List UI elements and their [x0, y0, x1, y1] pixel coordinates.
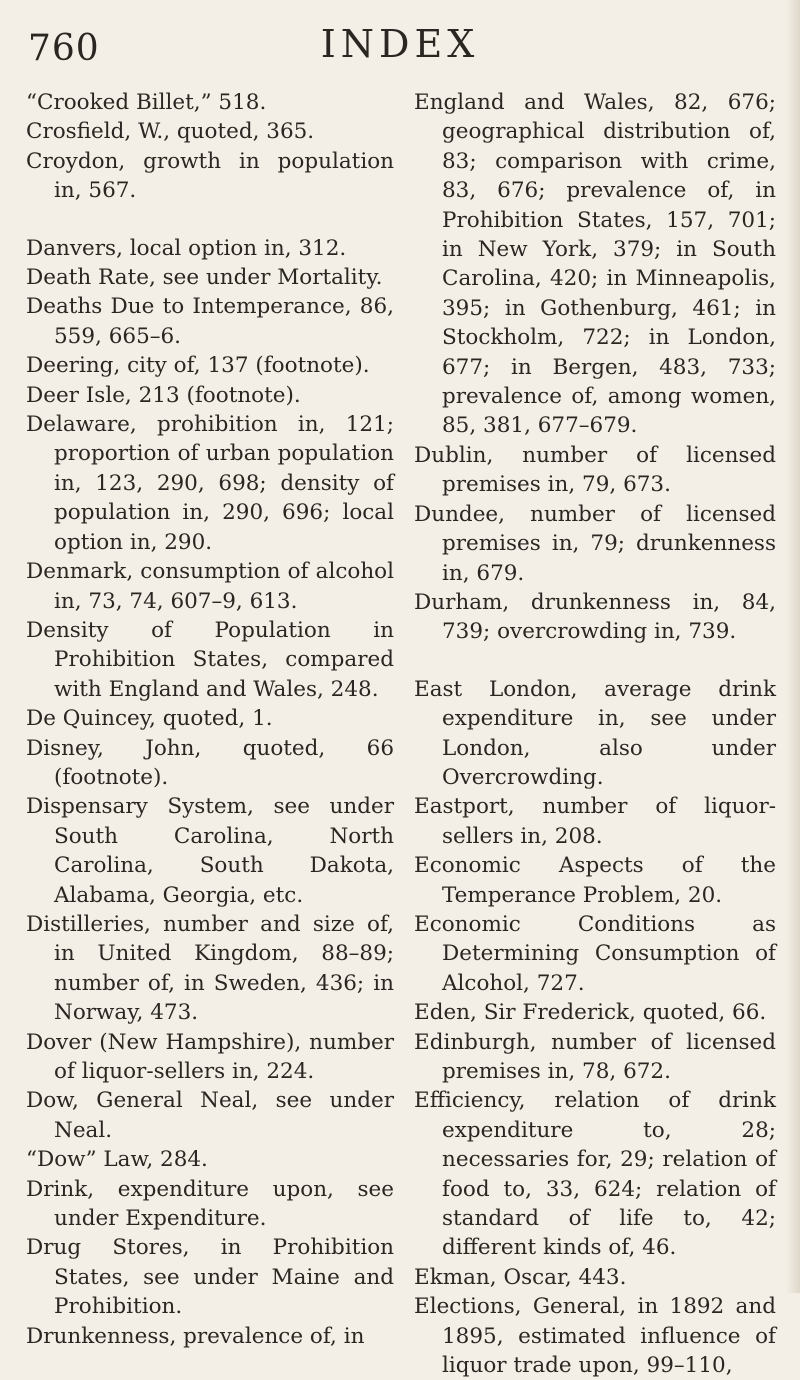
index-column-left — [26, 88, 394, 1351]
page-number: 760 — [28, 28, 100, 69]
index-entry: Disney, John, quoted, 66 (footnote). — [26, 735, 394, 790]
index-entry: Economic Conditions as Determining Consumption of Alcohol, 727. — [414, 911, 776, 996]
index-entry: “Dow” Law, 284. — [26, 1147, 208, 1173]
index-entry: Drink, expenditure upon, see under Expenditure. — [26, 1176, 394, 1232]
index-entry: Ekman, Oscar, 443. — [414, 1264, 627, 1290]
index-entry: Durham, drunkenness in, 84, 739; overcrowding in, 739. — [414, 589, 776, 645]
index-entry: Economic Aspects of the Temperance Problem, 20. — [414, 853, 776, 908]
page-header — [0, 22, 800, 72]
index-entry: Drug Stores, in Prohibition States, see under Maine and Prohibition. — [26, 1235, 394, 1320]
index-entry: East London, average drink expenditure in, see under London, also under Overcrowding. — [414, 676, 776, 790]
index-entry: Deer Isle, 213 (footnote). — [26, 382, 301, 408]
index-entry: Efficiency, relation of drink expenditure to, 28; necessaries for, 29; relation of food to, 33, 624; relation of standard of life to, 42; different kinds of, 46. — [414, 1088, 776, 1261]
index-entry: England and Wales, 82, 676; geographical distribution of, 83; comparison with crime, 83, 676; prevalence of, in Prohibition States, 157, 701; in New York, 379; in South Carolina, 420; in Minneapolis, 395; in Gothenburg, 461; in Stockholm, 722; in London, 677; in Bergen, 483, 733; prevalence of, among women, 85, 381, 677–679. — [414, 90, 776, 439]
index-entry: Drunkenness, prevalence of, in — [26, 1323, 365, 1349]
index-entry: Death Rate, see under Mortality. — [26, 265, 383, 291]
index-entry: Eden, Sir Frederick, quoted, 66. — [414, 1000, 767, 1026]
index-entry: Crosfield, W., quoted, 365. — [26, 119, 315, 145]
index-entry: Deering, city of, 137 (footnote). — [26, 353, 370, 379]
index-entry: Edinburgh, number of licensed premises in, 78, 672. — [414, 1029, 776, 1084]
index-entry: Dispensary System, see under South Carolina, North Carolina, South Dakota, Alabama, Georgia, etc. — [26, 794, 394, 908]
index-entry: Danvers, local option in, 312. — [26, 235, 347, 261]
index-entry: Dundee, number of licensed premises in, 79; drunkenness in, 679. — [414, 501, 776, 586]
index-entry: “Crooked Billet,” 518. — [26, 90, 267, 115]
index-entry: Dover (New Hampshire), number of liquor-sellers in, 224. — [26, 1029, 394, 1084]
index-entry: De Quincey, quoted, 1. — [26, 706, 273, 732]
index-column-right — [414, 88, 776, 1380]
index-entry: Delaware, prohibition in, 121; proportion of urban population in, 123, 290, 698; density of population in, 290, 696; local option in, 290. — [26, 412, 394, 555]
index-entry: Distilleries, number and size of, in United Kingdom, 88–89; number of, in Sweden, 436; in Norway, 473. — [26, 911, 394, 1026]
index-entry: Density of Population in Prohibition States, compared with England and Wales, 248. — [26, 617, 394, 702]
index-entry: Deaths Due to Intemperance, 86, 559, 665–6. — [26, 294, 394, 349]
index-entry: Elections, General, in 1892 and 1895, estimated influence of liquor trade upon, 99–110, — [414, 1294, 776, 1379]
index-entry: Dow, General Neal, see under Neal. — [26, 1088, 394, 1143]
index-entry: Croydon, growth in population in, 567. — [26, 148, 394, 204]
index-entry: Denmark, consumption of alcohol in, 73, 74, 607–9, 613. — [26, 559, 394, 614]
page-edge-shading — [786, 0, 800, 1293]
index-entry: Dublin, number of licensed premises in, 79, 673. — [414, 442, 776, 498]
index-entry: Eastport, number of liquor-sellers in, 208. — [414, 794, 776, 849]
running-head: INDEX — [320, 22, 480, 66]
